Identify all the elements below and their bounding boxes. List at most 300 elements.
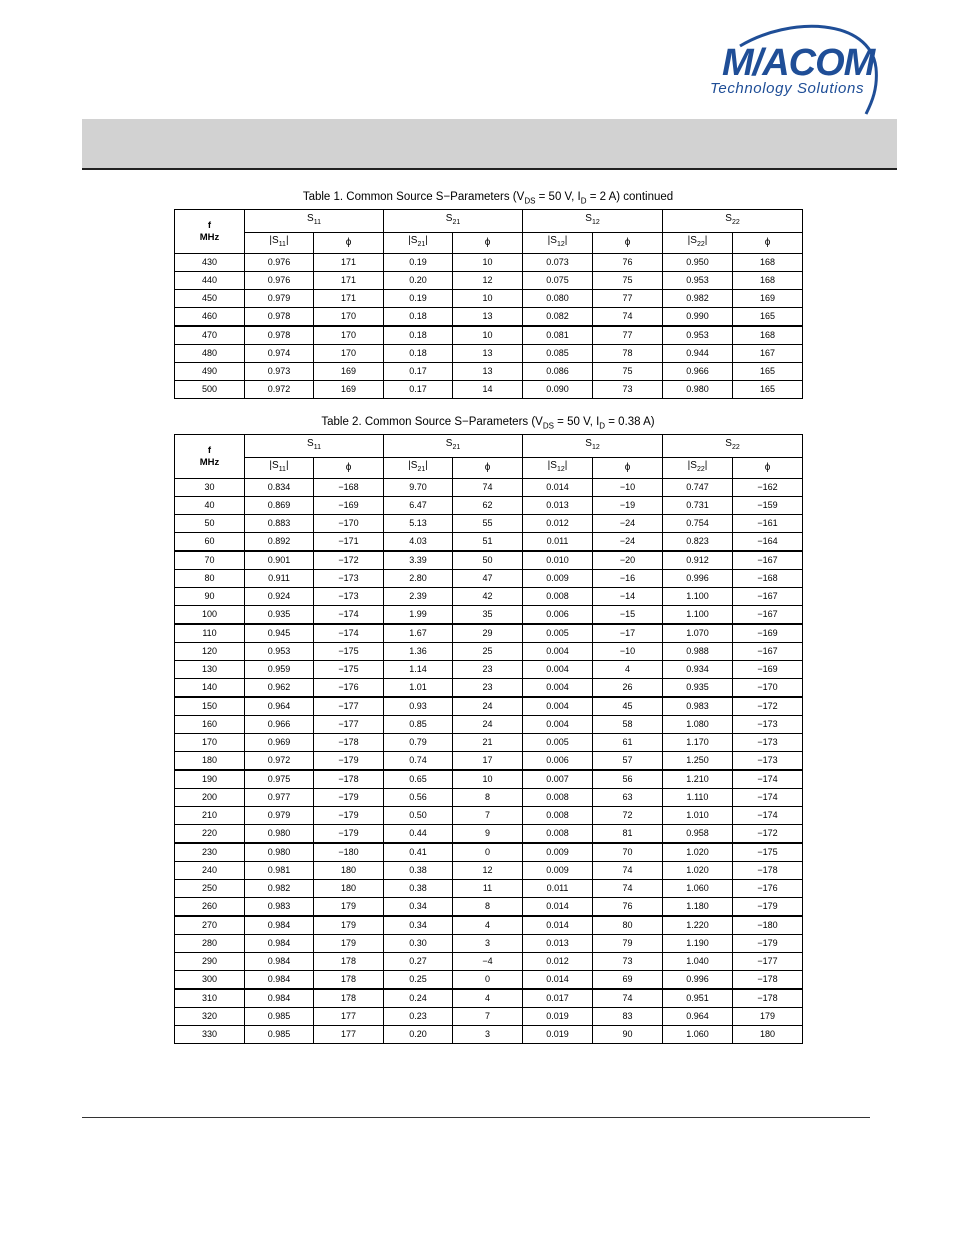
- table-cell: 2.39: [384, 588, 453, 606]
- table-cell: −170: [314, 515, 384, 533]
- table-cell: 0.911: [245, 570, 314, 588]
- table-cell: −169: [733, 624, 803, 643]
- table-row: [175, 326, 803, 345]
- table-cell: 1.01: [384, 679, 453, 698]
- table-cell: −167: [733, 551, 803, 570]
- table-cell: 21: [453, 734, 523, 752]
- s22-mag-header: $|S_{22}|$: [663, 233, 733, 254]
- table-row: [175, 606, 803, 625]
- table-row: [175, 1026, 803, 1044]
- table-cell: 0.962: [245, 679, 314, 698]
- s21-mag-header: $|S_{21}|$: [384, 458, 453, 479]
- table-cell: 170: [314, 326, 384, 345]
- table-cell: 7: [453, 807, 523, 825]
- table-row: [175, 551, 803, 570]
- table-cell: 57: [593, 752, 663, 771]
- table-cell: −174: [314, 624, 384, 643]
- table-cell: −164: [733, 533, 803, 552]
- table1-caption: Table 1. Common Source S−Parameters ($V_{DS} = 50$ V, $I_D = 2$ A) continued: [302, 191, 674, 206]
- table-cell: −159: [733, 497, 803, 515]
- table-cell: 0.975: [245, 770, 314, 789]
- phase-header: ϕ: [314, 233, 384, 254]
- table-cell: 8: [453, 898, 523, 917]
- table2-caption: Table 2. Common Source S−Parameters ($V_{DS} = 50$ V, $I_D = 0.38$ A): [321, 416, 655, 431]
- table-cell: 0.014: [523, 916, 593, 935]
- table-cell: 0.006: [523, 606, 593, 625]
- table-cell: 0.977: [245, 789, 314, 807]
- table-row: [175, 789, 803, 807]
- table-cell: 79: [593, 935, 663, 953]
- table-cell: 0.982: [663, 290, 733, 308]
- table-cell: 0.966: [245, 716, 314, 734]
- table-cell: 490: [175, 363, 245, 381]
- table-row: [175, 989, 803, 1008]
- table-cell: 50: [175, 515, 245, 533]
- table-cell: 179: [314, 916, 384, 935]
- table-cell: 1.14: [384, 661, 453, 679]
- table-cell: 150: [175, 697, 245, 716]
- table-cell: 0.953: [245, 643, 314, 661]
- table-cell: 0.996: [663, 971, 733, 990]
- table-row: [175, 716, 803, 734]
- table-row: [175, 807, 803, 825]
- s12-header: $S_{12}$: [523, 435, 663, 458]
- table-cell: 177: [314, 1026, 384, 1044]
- table-row: [175, 971, 803, 990]
- table-row: [175, 254, 803, 272]
- table-cell: 1.210: [663, 770, 733, 789]
- table-cell: 0: [453, 971, 523, 990]
- table-cell: 12: [453, 862, 523, 880]
- table-cell: 0.980: [245, 825, 314, 844]
- table-row: [175, 734, 803, 752]
- table-cell: 0.006: [523, 752, 593, 771]
- table-cell: 0.014: [523, 971, 593, 990]
- table-cell: 330: [175, 1026, 245, 1044]
- s22-mag-header: $|S_{22}|$: [663, 458, 733, 479]
- table-row: [175, 661, 803, 679]
- table-cell: 179: [733, 1008, 803, 1026]
- table-cell: 0.24: [384, 989, 453, 1008]
- table-cell: 460: [175, 308, 245, 327]
- table-cell: −170: [733, 679, 803, 698]
- table-cell: −179: [314, 825, 384, 844]
- table-cell: 0.18: [384, 345, 453, 363]
- table-cell: 60: [175, 533, 245, 552]
- table-cell: −179: [733, 898, 803, 917]
- table-cell: 171: [314, 254, 384, 272]
- table-cell: 169: [314, 381, 384, 399]
- table-cell: −16: [593, 570, 663, 588]
- table-cell: 0.010: [523, 551, 593, 570]
- table-cell: 220: [175, 825, 245, 844]
- table1-s-parameters: [174, 209, 803, 399]
- table-cell: 0.19: [384, 290, 453, 308]
- table-cell: 0.959: [245, 661, 314, 679]
- table-cell: 8: [453, 789, 523, 807]
- table-cell: 1.010: [663, 807, 733, 825]
- table-cell: 0.34: [384, 916, 453, 935]
- table-cell: 0.014: [523, 898, 593, 917]
- table-row: [175, 570, 803, 588]
- table-cell: 0.011: [523, 880, 593, 898]
- s11-mag-header: $|S_{11}|$: [245, 458, 314, 479]
- table-row: [175, 752, 803, 771]
- table-cell: 29: [453, 624, 523, 643]
- table-cell: 270: [175, 916, 245, 935]
- table-cell: −173: [733, 734, 803, 752]
- table-cell: 0.009: [523, 862, 593, 880]
- table-row: [175, 345, 803, 363]
- table-cell: 0.978: [245, 326, 314, 345]
- table-cell: 9.70: [384, 479, 453, 497]
- table-cell: −178: [314, 734, 384, 752]
- table-cell: 55: [453, 515, 523, 533]
- table-cell: 0.20: [384, 1026, 453, 1044]
- table-cell: 0.966: [663, 363, 733, 381]
- table-cell: 0.38: [384, 880, 453, 898]
- table-cell: 169: [733, 290, 803, 308]
- table-cell: 40: [175, 497, 245, 515]
- macom-logo: [700, 24, 900, 116]
- table-cell: 300: [175, 971, 245, 990]
- table-cell: 250: [175, 880, 245, 898]
- table-row: [175, 825, 803, 844]
- table-cell: 0.74: [384, 752, 453, 771]
- table-cell: −167: [733, 643, 803, 661]
- table-cell: 179: [314, 935, 384, 953]
- table-cell: 4: [593, 661, 663, 679]
- table-cell: 0.017: [523, 989, 593, 1008]
- table-cell: 0.004: [523, 716, 593, 734]
- table-cell: 10: [453, 326, 523, 345]
- s12-mag-header: $|S_{12}|$: [523, 458, 593, 479]
- table-cell: 0.969: [245, 734, 314, 752]
- s12-mag-header: $|S_{12}|$: [523, 233, 593, 254]
- table-cell: 0.996: [663, 570, 733, 588]
- table-cell: 0.988: [663, 643, 733, 661]
- table-cell: 17: [453, 752, 523, 771]
- table-cell: 26: [593, 679, 663, 698]
- table-cell: 0.073: [523, 254, 593, 272]
- table-cell: 3.39: [384, 551, 453, 570]
- table-cell: 0.38: [384, 862, 453, 880]
- table-cell: 0.008: [523, 588, 593, 606]
- table-cell: 74: [593, 308, 663, 327]
- table-cell: −167: [733, 606, 803, 625]
- table-cell: 169: [314, 363, 384, 381]
- table-cell: −168: [733, 570, 803, 588]
- table-cell: 168: [733, 272, 803, 290]
- table-cell: 74: [593, 862, 663, 880]
- table-cell: 0.984: [245, 953, 314, 971]
- table-cell: 168: [733, 326, 803, 345]
- footer-rule: [82, 1117, 870, 1118]
- table-cell: 63: [593, 789, 663, 807]
- table-cell: −175: [733, 843, 803, 862]
- table-cell: 62: [453, 497, 523, 515]
- table-cell: 480: [175, 345, 245, 363]
- table-cell: 51: [453, 533, 523, 552]
- table-cell: −167: [733, 588, 803, 606]
- table-cell: −179: [733, 935, 803, 953]
- table-cell: 25: [453, 643, 523, 661]
- table-cell: 0.005: [523, 734, 593, 752]
- table-cell: 100: [175, 606, 245, 625]
- table-cell: 180: [175, 752, 245, 771]
- table-cell: 1.180: [663, 898, 733, 917]
- table-cell: −172: [314, 551, 384, 570]
- table-cell: −174: [733, 789, 803, 807]
- table-cell: 70: [175, 551, 245, 570]
- table-cell: 12: [453, 272, 523, 290]
- table-row: [175, 770, 803, 789]
- table-cell: 1.36: [384, 643, 453, 661]
- phase-header: ϕ: [593, 233, 663, 254]
- table-cell: 1.250: [663, 752, 733, 771]
- table-cell: −175: [314, 643, 384, 661]
- table-cell: −24: [593, 515, 663, 533]
- table-cell: 180: [314, 862, 384, 880]
- table1-body: [175, 254, 803, 399]
- table-cell: 1.110: [663, 789, 733, 807]
- table-cell: 260: [175, 898, 245, 917]
- table-row: [175, 290, 803, 308]
- table-cell: 0.985: [245, 1008, 314, 1026]
- table-cell: 165: [733, 308, 803, 327]
- table-cell: −178: [314, 770, 384, 789]
- table-cell: 77: [593, 290, 663, 308]
- table-cell: 0.973: [245, 363, 314, 381]
- table-cell: 430: [175, 254, 245, 272]
- table-cell: −178: [733, 862, 803, 880]
- table-cell: 74: [593, 880, 663, 898]
- table-cell: 0.008: [523, 807, 593, 825]
- table-cell: 0.731: [663, 497, 733, 515]
- table-cell: 170: [175, 734, 245, 752]
- table-row: [175, 1008, 803, 1026]
- table-cell: 0.65: [384, 770, 453, 789]
- s11-header: $S_{11}$: [245, 210, 384, 233]
- table-cell: 61: [593, 734, 663, 752]
- table-cell: −174: [314, 606, 384, 625]
- table-row: [175, 624, 803, 643]
- phase-header: ϕ: [453, 458, 523, 479]
- table-cell: 170: [314, 308, 384, 327]
- table-cell: 0.20: [384, 272, 453, 290]
- table-cell: 0.901: [245, 551, 314, 570]
- table-cell: 45: [593, 697, 663, 716]
- table-cell: −177: [733, 953, 803, 971]
- table-cell: 24: [453, 716, 523, 734]
- table-cell: 0.972: [245, 752, 314, 771]
- table-cell: 23: [453, 661, 523, 679]
- table-cell: 77: [593, 326, 663, 345]
- table-cell: 0.004: [523, 679, 593, 698]
- table-cell: −179: [314, 752, 384, 771]
- table-cell: 0.924: [245, 588, 314, 606]
- table-cell: 0.082: [523, 308, 593, 327]
- table-cell: 0.964: [245, 697, 314, 716]
- table-cell: 0.958: [663, 825, 733, 844]
- table-cell: 76: [593, 254, 663, 272]
- table-row: [175, 953, 803, 971]
- table-cell: 78: [593, 345, 663, 363]
- table-cell: 42: [453, 588, 523, 606]
- table-cell: −175: [314, 661, 384, 679]
- table-cell: 0.953: [663, 326, 733, 345]
- table-cell: 4.03: [384, 533, 453, 552]
- table-cell: −20: [593, 551, 663, 570]
- table-cell: 0.944: [663, 345, 733, 363]
- table-cell: −161: [733, 515, 803, 533]
- table-cell: 1.020: [663, 843, 733, 862]
- table-cell: 140: [175, 679, 245, 698]
- table-cell: −10: [593, 643, 663, 661]
- table-cell: 0.79: [384, 734, 453, 752]
- table-cell: 0.883: [245, 515, 314, 533]
- table-cell: 90: [175, 588, 245, 606]
- freq-header: f MHz: [175, 210, 245, 254]
- table-cell: 171: [314, 290, 384, 308]
- table-row: [175, 880, 803, 898]
- table-row: [175, 935, 803, 953]
- table-cell: 0.075: [523, 272, 593, 290]
- table-cell: 1.220: [663, 916, 733, 935]
- table-cell: 0: [453, 843, 523, 862]
- table-cell: 0.754: [663, 515, 733, 533]
- table-cell: 80: [593, 916, 663, 935]
- s11-header: $S_{11}$: [245, 435, 384, 458]
- table-cell: −10: [593, 479, 663, 497]
- table-cell: 4: [453, 989, 523, 1008]
- table-cell: 0.979: [245, 290, 314, 308]
- table-row: [175, 497, 803, 515]
- table-cell: 240: [175, 862, 245, 880]
- table-cell: −176: [314, 679, 384, 698]
- table-cell: 9: [453, 825, 523, 844]
- table2-s-parameters: [174, 434, 803, 1044]
- table-cell: 165: [733, 381, 803, 399]
- table-cell: 1.99: [384, 606, 453, 625]
- table-cell: 210: [175, 807, 245, 825]
- table-cell: −19: [593, 497, 663, 515]
- table-cell: 0.019: [523, 1008, 593, 1026]
- table-cell: 160: [175, 716, 245, 734]
- table-cell: 0.953: [663, 272, 733, 290]
- table-cell: 0.982: [245, 880, 314, 898]
- table-cell: 1.020: [663, 862, 733, 880]
- table-cell: 1.060: [663, 880, 733, 898]
- table-row: [175, 697, 803, 716]
- table-cell: 1.190: [663, 935, 733, 953]
- table-cell: 0.009: [523, 570, 593, 588]
- table-cell: 0.011: [523, 533, 593, 552]
- s22-header: $S_{22}$: [663, 435, 803, 458]
- table-cell: 75: [593, 363, 663, 381]
- phase-header: ϕ: [733, 458, 803, 479]
- table-cell: 0.019: [523, 1026, 593, 1044]
- table-cell: 178: [314, 989, 384, 1008]
- table-cell: 0.27: [384, 953, 453, 971]
- table-cell: 58: [593, 716, 663, 734]
- table-cell: 280: [175, 935, 245, 953]
- table-cell: −173: [314, 588, 384, 606]
- table-cell: −162: [733, 479, 803, 497]
- table-cell: 24: [453, 697, 523, 716]
- table-cell: 0.18: [384, 326, 453, 345]
- table-cell: 1.170: [663, 734, 733, 752]
- table-cell: −176: [733, 880, 803, 898]
- table-cell: 0.44: [384, 825, 453, 844]
- table-cell: −179: [314, 807, 384, 825]
- table-cell: −173: [314, 570, 384, 588]
- table-cell: 0.823: [663, 533, 733, 552]
- s11-mag-header: $|S_{11}|$: [245, 233, 314, 254]
- table-row: [175, 643, 803, 661]
- table-cell: 310: [175, 989, 245, 1008]
- table-cell: 1.100: [663, 606, 733, 625]
- table-cell: 0.984: [245, 935, 314, 953]
- table-cell: 7: [453, 1008, 523, 1026]
- table-cell: 0.93: [384, 697, 453, 716]
- table-cell: 440: [175, 272, 245, 290]
- table-cell: 0.979: [245, 807, 314, 825]
- table-cell: 0.013: [523, 497, 593, 515]
- table-row: [175, 308, 803, 327]
- table-cell: 190: [175, 770, 245, 789]
- s12-header: $S_{12}$: [523, 210, 663, 233]
- table-cell: −172: [733, 825, 803, 844]
- header-banner: [82, 119, 897, 170]
- table-cell: 0.009: [523, 843, 593, 862]
- table-cell: 0.984: [245, 916, 314, 935]
- table-row: [175, 363, 803, 381]
- table-cell: 14: [453, 381, 523, 399]
- table-cell: 10: [453, 290, 523, 308]
- phase-header: ϕ: [314, 458, 384, 479]
- table-cell: −177: [314, 716, 384, 734]
- table-cell: 1.070: [663, 624, 733, 643]
- table-cell: −4: [453, 953, 523, 971]
- table-row: [175, 898, 803, 917]
- table-cell: −178: [733, 971, 803, 990]
- table-cell: 76: [593, 898, 663, 917]
- table-row: [175, 381, 803, 399]
- table-cell: 69: [593, 971, 663, 990]
- table-cell: 0.090: [523, 381, 593, 399]
- table-cell: 0.25: [384, 971, 453, 990]
- table-cell: 13: [453, 308, 523, 327]
- table-cell: 470: [175, 326, 245, 345]
- table-cell: 0.950: [663, 254, 733, 272]
- table-cell: 73: [593, 381, 663, 399]
- table-cell: 1.040: [663, 953, 733, 971]
- table-cell: 70: [593, 843, 663, 862]
- table-cell: 0.56: [384, 789, 453, 807]
- table-row: [175, 843, 803, 862]
- table-cell: 0.18: [384, 308, 453, 327]
- table-cell: 0.85: [384, 716, 453, 734]
- table-cell: 0.945: [245, 624, 314, 643]
- table-cell: −177: [314, 697, 384, 716]
- table-cell: 73: [593, 953, 663, 971]
- table-cell: 0.34: [384, 898, 453, 917]
- table-cell: −178: [733, 989, 803, 1008]
- table-cell: 110: [175, 624, 245, 643]
- table-cell: 0.085: [523, 345, 593, 363]
- table-cell: 83: [593, 1008, 663, 1026]
